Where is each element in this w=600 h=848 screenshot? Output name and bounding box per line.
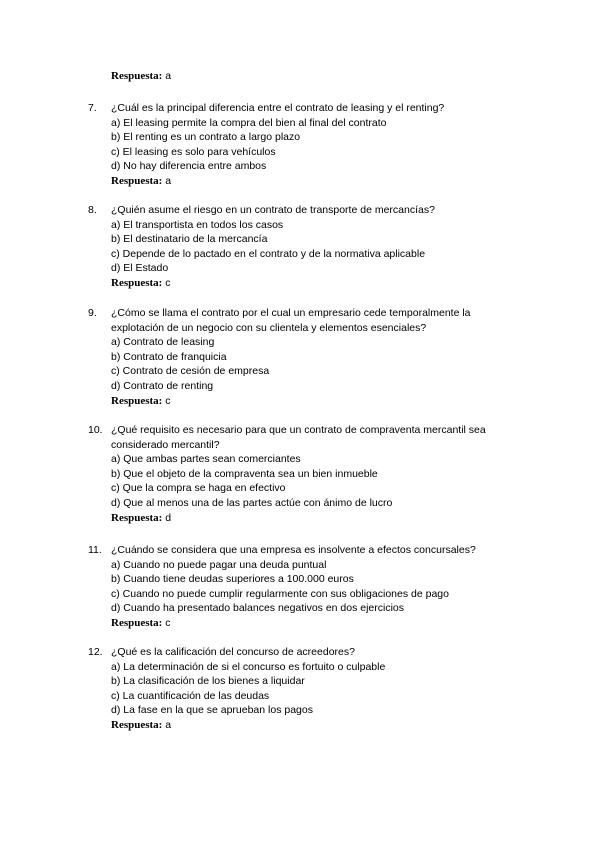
options-list: [111, 558, 508, 616]
question-text: ¿Cuál es la principal diferencia entre el contrato de leasing y el renting?: [111, 102, 445, 114]
answer-value: c: [165, 276, 171, 289]
top-answer: [111, 69, 171, 84]
question-text: ¿Qué es la calificación del concurso de acreedores?: [111, 646, 355, 658]
option-c: c) Cuando no puede cumplir regularmente con sus obligaciones de pago: [111, 587, 449, 600]
answer-label: Respuesta:: [111, 718, 163, 731]
question-number: 7.: [88, 102, 97, 114]
option-a: a) Cuando no puede pagar una deuda puntual: [111, 558, 327, 571]
answer-line: [111, 174, 508, 189]
answer-label: Respuesta:: [111, 394, 163, 407]
answer-line: [111, 394, 508, 409]
question-9: [88, 306, 508, 408]
option-b: b) Cuando tiene deudas superiores a 100.000 euros: [111, 573, 354, 586]
option-a: a) Que ambas partes sean comerciantes: [111, 453, 301, 466]
option-b: b) Contrato de franquicia: [111, 350, 227, 363]
option-b: b) Que el objeto de la compraventa sea un bien inmueble: [111, 467, 378, 480]
answer-value: a: [165, 70, 172, 82]
option-d: d) Contrato de renting: [111, 379, 214, 392]
answer-label: Respuesta:: [111, 174, 163, 187]
answer-value: c: [165, 616, 171, 629]
option-d: d) No hay diferencia entre ambos: [111, 160, 267, 173]
answer-value: d: [165, 511, 172, 524]
question-text: ¿Quién asume el riesgo en un contrato de transporte de mercancías?: [111, 204, 435, 216]
option-c: c) Contrato de cesión de empresa: [111, 365, 270, 378]
option-a: a) Contrato de leasing: [111, 336, 215, 349]
question-11: [88, 543, 508, 631]
answer-line: [111, 276, 508, 291]
question-12: [88, 645, 508, 733]
question-number: 8.: [88, 204, 97, 216]
option-c: c) Depende de lo pactado en el contrato y de la normativa aplicable: [111, 247, 426, 260]
option-d: d) Que al menos una de las partes actúe con ánimo de lucro: [111, 496, 393, 509]
answer-value: a: [165, 174, 172, 187]
answer-line: [111, 718, 508, 733]
question-number: 11.: [88, 544, 102, 556]
question-text: ¿Qué requisito es necesario para que un contrato de compraventa mercantil sea considerado mercantil?: [111, 424, 486, 451]
question-number: 10.: [88, 424, 103, 436]
option-c: c) El leasing es solo para vehículos: [111, 145, 276, 158]
question-10: [88, 423, 508, 525]
answer-label: Respuesta:: [111, 511, 163, 524]
answer-value: a: [165, 718, 172, 731]
answer-line: [111, 616, 508, 631]
answer-label: Respuesta:: [111, 70, 163, 82]
option-b: b) El destinatario de la mercancía: [111, 233, 268, 246]
answer-label: Respuesta:: [111, 616, 163, 629]
options-list: [111, 116, 508, 174]
answer-line: [111, 511, 508, 526]
question-8: [88, 203, 508, 291]
options-list: [111, 218, 508, 276]
question-number: 9.: [88, 307, 97, 319]
option-a: a) El transportista en todos los casos: [111, 218, 284, 231]
option-c: c) La cuantificación de las deudas: [111, 689, 270, 702]
option-d: d) Cuando ha presentado balances negativos en dos ejercicios: [111, 602, 405, 615]
option-a: a) La determinación de si el concurso es fortuito o culpable: [111, 660, 386, 673]
options-list: [111, 452, 508, 510]
option-d: d) La fase en la que se aprueban los pagos: [111, 704, 313, 717]
options-list: [111, 335, 508, 393]
question-7: [88, 101, 508, 189]
option-a: a) El leasing permite la compra del bien al final del contrato: [111, 116, 387, 129]
option-c: c) Que la compra se haga en efectivo: [111, 482, 286, 495]
answer-label: Respuesta:: [111, 276, 163, 289]
option-d: d) El Estado: [111, 262, 169, 275]
question-text: ¿Cuándo se considera que una empresa es insolvente a efectos concursales?: [111, 544, 476, 556]
option-b: b) El renting es un contrato a largo plazo: [111, 131, 301, 144]
answer-value: c: [165, 394, 171, 407]
option-b: b) La clasificación de los bienes a liquidar: [111, 675, 305, 688]
options-list: [111, 660, 508, 718]
question-number: 12.: [88, 646, 103, 658]
question-text: ¿Cómo se llama el contrato por el cual un empresario cede temporalmente la explotación de un negocio con su clientela y elementos esenciales?: [111, 307, 471, 334]
